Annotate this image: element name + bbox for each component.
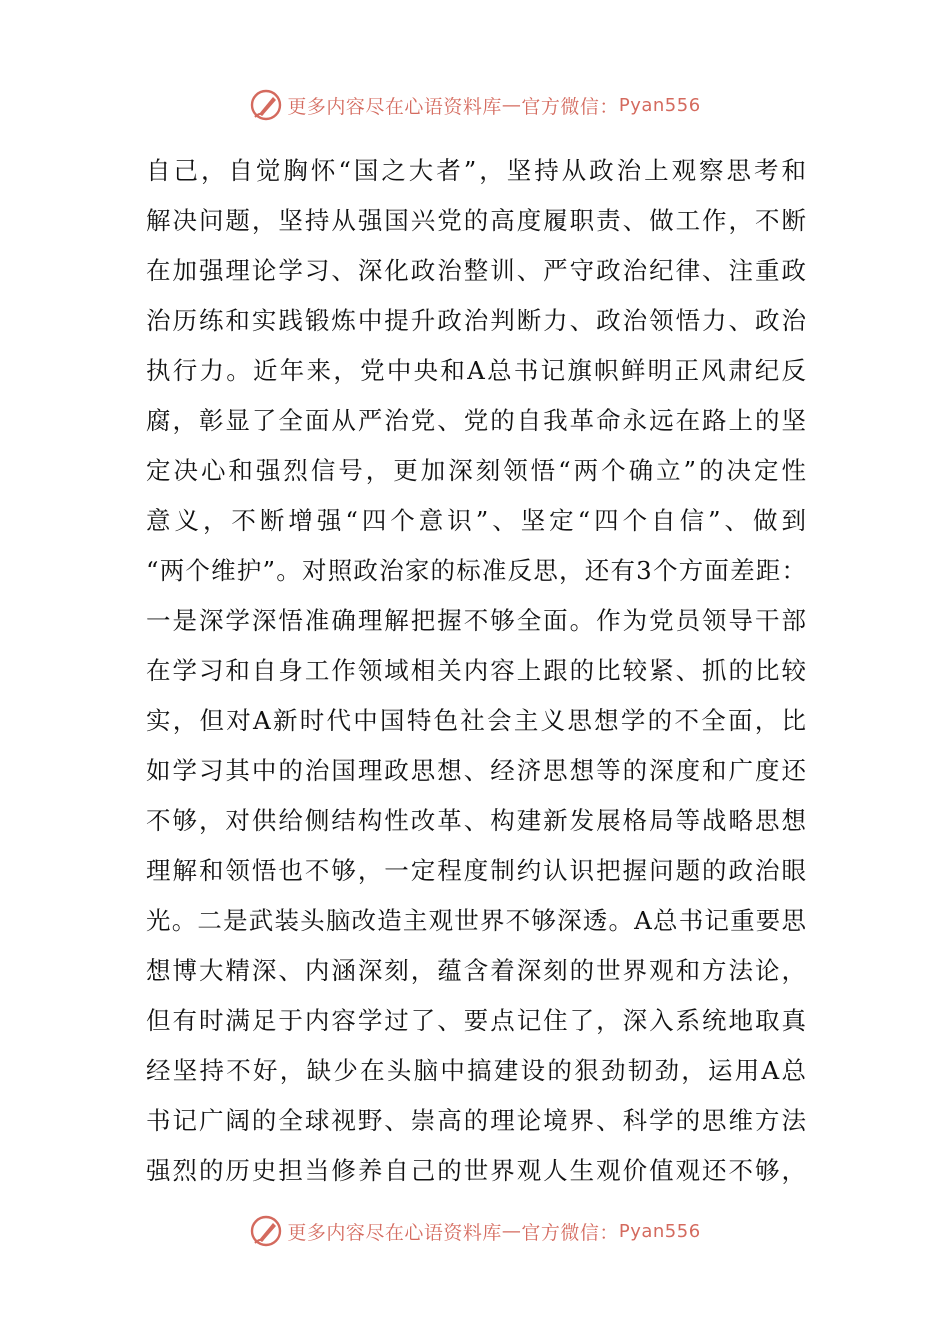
body-line: 经坚持不好，缺少在头脑中搞建设的狠劲韧劲，运用A总 [146,1056,806,1085]
body-line: 治历练和实践锻炼中提升政治判断力、政治领悟力、政治 [146,306,806,335]
body-line: 光。二是武装头脑改造主观世界不够深透。A总书记重要思 [146,906,806,935]
footer-dash: — [501,1220,522,1242]
footer-wechat-id: Pyan556 [618,1220,701,1242]
header-watermark [0,85,950,125]
body-line: 但有时满足于内容学过了、要点记住了，深入系统地取真 [146,1006,806,1035]
body-line: 定决心和强烈信号，更加深刻领悟“两个确立”的决定性 [146,456,806,485]
document-body [146,146,806,1196]
header-site-text: 更多内容尽在心语资料库 [287,95,502,118]
body-line: 想博大精深、内涵深刻，蕴含着深刻的世界观和方法论， [146,956,806,985]
header-wechat-id: Pyan556 [618,94,701,116]
body-line: 执行力。近年来，党中央和A总书记旗帜鲜明正风肃纪反 [146,356,806,385]
body-line: 解决问题，坚持从强国兴党的高度履职责、做工作，不断 [146,206,806,235]
header-dash: — [501,94,522,116]
pen-logo-icon [249,88,283,122]
pen-logo-icon [249,1214,283,1248]
body-line: 不够，对供给侧结构性改革、构建新发展格局等战略思想 [146,806,806,835]
body-line: 一是深学深悟准确理解把握不够全面。作为党员领导干部 [146,606,806,635]
body-line: 如学习其中的治国理政思想、经济思想等的深度和广度还 [146,756,806,785]
body-line: 自己，自觉胸怀“国之大者”，坚持从政治上观察思考和 [146,156,806,185]
header-wechat-label: 官方微信： [521,95,619,118]
footer-watermark [0,1211,950,1251]
footer-site-text: 更多内容尽在心语资料库 [287,1221,502,1244]
body-line: 理解和领悟也不够，一定程度制约认识把握问题的政治眼 [146,856,806,885]
body-line: 意义，不断增强“四个意识”、坚定“四个自信”、做到 [146,506,806,535]
body-line: 强烈的历史担当修养自己的世界观人生观价值观还不够， [146,1156,806,1185]
body-line: 实，但对A新时代中国特色社会主义思想学的不全面，比 [146,706,806,735]
body-line: 腐，彰显了全面从严治党、党的自我革命永远在路上的坚 [146,406,806,435]
body-line: 在学习和自身工作领域相关内容上跟的比较紧、抓的比较 [146,656,806,685]
body-line: 书记广阔的全球视野、崇高的理论境界、科学的思维方法 [146,1106,806,1135]
body-line: “两个维护”。对照政治家的标准反思，还有3个方面差距： [146,556,806,585]
footer-wechat-label: 官方微信： [521,1221,619,1244]
body-line: 在加强理论学习、深化政治整训、严守政治纪律、注重政 [146,256,806,285]
